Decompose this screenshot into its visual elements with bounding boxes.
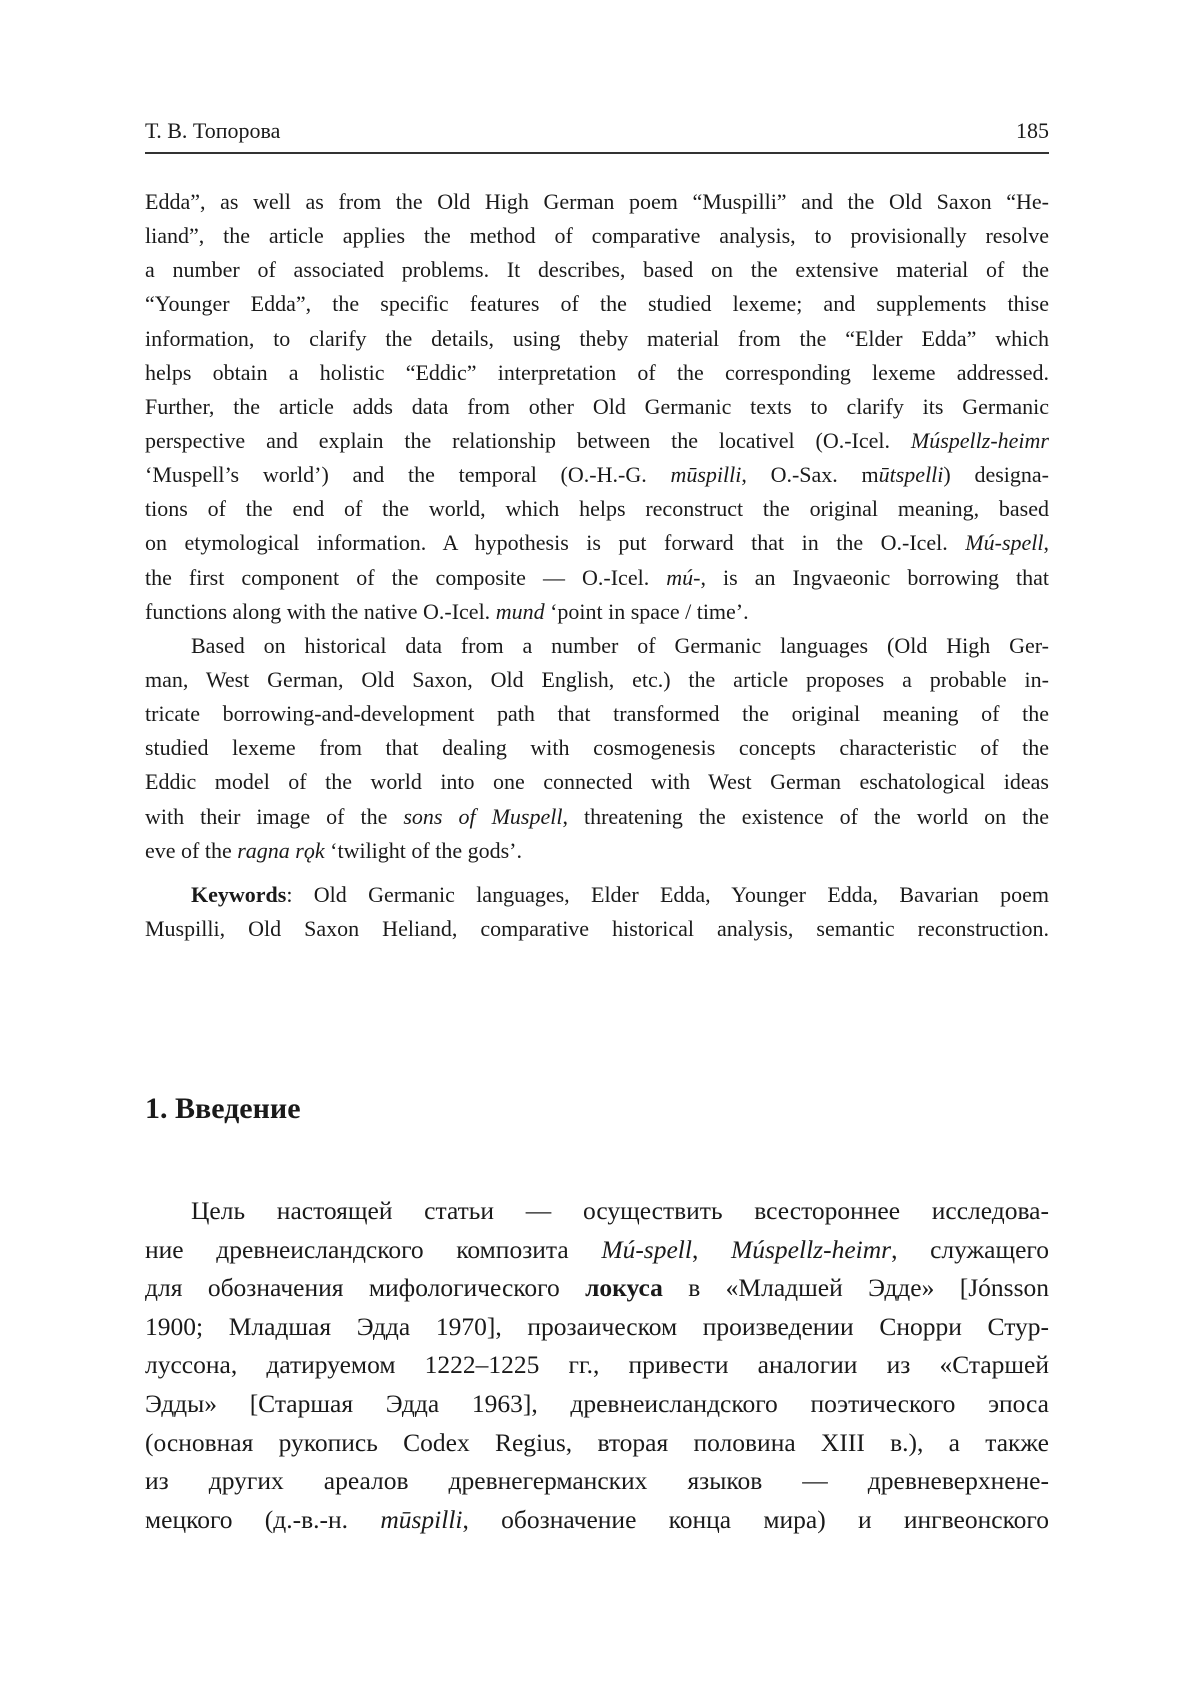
text-line [145,1462,1049,1501]
text-line [145,697,1049,731]
text-line [145,834,1049,868]
text-segment: eve of the [145,838,237,863]
italic-term: mú- [666,565,700,590]
running-header-author: Т. В. Топорова [145,118,280,144]
text-line [145,1308,1049,1347]
text-line [145,1385,1049,1424]
italic-term: Mú-spell [601,1235,692,1264]
text-line [145,912,1049,946]
text-line [145,526,1049,560]
italic-term: ūtspelli [879,462,944,487]
text-segment: perspective and explain the relationship between the locativel (O.-Icel. [145,428,911,453]
text-line [145,287,1049,321]
text-segment: ние древнеисландского композита [145,1235,601,1264]
text-segment: studied lexeme from that dealing with cosmogenesis concepts characteristic of the [145,735,1049,760]
text-line [145,458,1049,492]
text-segment: ‘Muspell’s world’) and the temporal (O.-H.-G. [145,462,670,487]
text-line [145,595,1049,629]
text-segment: , threatening the existence of the world on the [562,804,1049,829]
text-segment: , [1044,530,1050,555]
text-line [145,356,1049,390]
text-line [145,219,1049,253]
text-line [145,1192,1049,1231]
italic-term: mūspilli [380,1505,462,1534]
text-segment: луссона, датируемом 1222–1225 гг., привести аналогии из «Старшей [145,1350,1049,1379]
text-segment: Based on historical data from a number of Germanic languages (Old High Ger- [191,633,1049,658]
text-segment: the first component of the composite — O.-Icel. [145,565,666,590]
text-segment: мецкого (д.-в.-н. [145,1505,380,1534]
text-segment: a number of associated problems. It describes, based on the extensive material of the [145,257,1049,282]
italic-term: Múspellz-heimr [731,1235,891,1264]
text-segment: Eddic model of the world into one connected with West German eschatological ideas [145,769,1049,794]
running-header [145,118,1049,144]
italic-term: mūspilli [670,462,741,487]
text-line [145,492,1049,526]
text-segment: helps obtain a holistic “Eddic” interpretation of the corresponding lexeme addressed. [145,360,1049,385]
text-line [145,765,1049,799]
text-line [145,1501,1049,1540]
text-segment: (основная рукопись Codex Regius, вторая половина XIII в.), а также [145,1428,1049,1457]
bold-term: локуса [585,1273,663,1302]
italic-term: Múspellz-heimr [911,428,1049,453]
text-segment: для обозначения мифологического [145,1273,585,1302]
text-line [145,1346,1049,1385]
text-segment: “Younger Edda”, the specific features of the studied lexeme; and supplements thise [145,291,1049,316]
italic-term: mund [496,599,545,624]
introduction-text [145,1192,1049,1539]
keywords-paragraph [145,878,1049,946]
text-line [145,1231,1049,1270]
section-heading: 1. Введение [145,1092,301,1126]
text-segment: из других ареалов древнегерманских языков — древневерхнене- [145,1466,1049,1495]
text-segment: Edda”, as well as from the Old High German poem “Muspilli” and the Old Saxon “He- [145,189,1049,214]
text-line [145,185,1049,219]
page-number: 185 [1016,118,1049,144]
text-line [145,1424,1049,1463]
text-line [145,253,1049,287]
text-segment: ) designa- [943,462,1049,487]
text-segment: Эдды» [Старшая Эдда 1963], древнеисландского поэтического эпоса [145,1389,1049,1418]
header-rule [145,152,1049,154]
text-line [145,663,1049,697]
italic-term: ragna rǫk [237,838,324,863]
italic-term: Mú-spell [965,530,1043,555]
text-segment: : Old Germanic languages, Elder Edda, Younger Edda, Bavarian poem [286,882,1049,907]
text-line [145,322,1049,356]
text-segment: , служащего [891,1235,1049,1264]
text-segment: в «Младшей Эдде» [Jónsson [663,1273,1049,1302]
text-line [145,390,1049,424]
text-segment: 1900; Младшая Эдда 1970], прозаическом произведении Снорри Стур- [145,1312,1049,1341]
text-segment: , [692,1235,731,1264]
text-segment: functions along with the native O.-Icel. [145,599,496,624]
text-segment: Цель настоящей статьи — осуществить всестороннее исследова- [191,1196,1049,1225]
text-segment: man, West German, Old Saxon, Old English, etc.) the article proposes a probable in- [145,667,1049,692]
text-line [145,629,1049,663]
text-segment: with their image of the [145,804,403,829]
text-segment: liand”, the article applies the method of comparative analysis, to provisionally resolve [145,223,1049,248]
text-segment: , O.-Sax. m [741,462,878,487]
bold-term: Keywords [191,882,286,907]
abstract-text [145,185,1049,868]
text-line [145,731,1049,765]
text-line [145,878,1049,912]
text-segment: , is an Ingvaeonic borrowing that [700,565,1049,590]
text-line [145,1269,1049,1308]
text-line [145,424,1049,458]
text-segment: on etymological information. A hypothesis is put forward that in the O.-Icel. [145,530,965,555]
text-segment: information, to clarify the details, using theby material from the “Elder Edda” which [145,326,1049,351]
text-segment: Further, the article adds data from other Old Germanic texts to clarify its Germanic [145,394,1049,419]
text-segment: ‘point in space / time’. [545,599,749,624]
text-line [145,561,1049,595]
text-segment: ‘twilight of the gods’. [325,838,522,863]
text-segment: Muspilli, Old Saxon Heliand, comparative historical analysis, semantic reconstruction. [145,916,1049,941]
text-segment: tions of the end of the world, which helps reconstruct the original meaning, based [145,496,1049,521]
italic-term: sons of Muspell [403,804,562,829]
text-line [145,800,1049,834]
text-segment: tricate borrowing-and-development path that transformed the original meaning of the [145,701,1049,726]
text-segment: , обозначение конца мира) и ингвеонского [463,1505,1050,1534]
